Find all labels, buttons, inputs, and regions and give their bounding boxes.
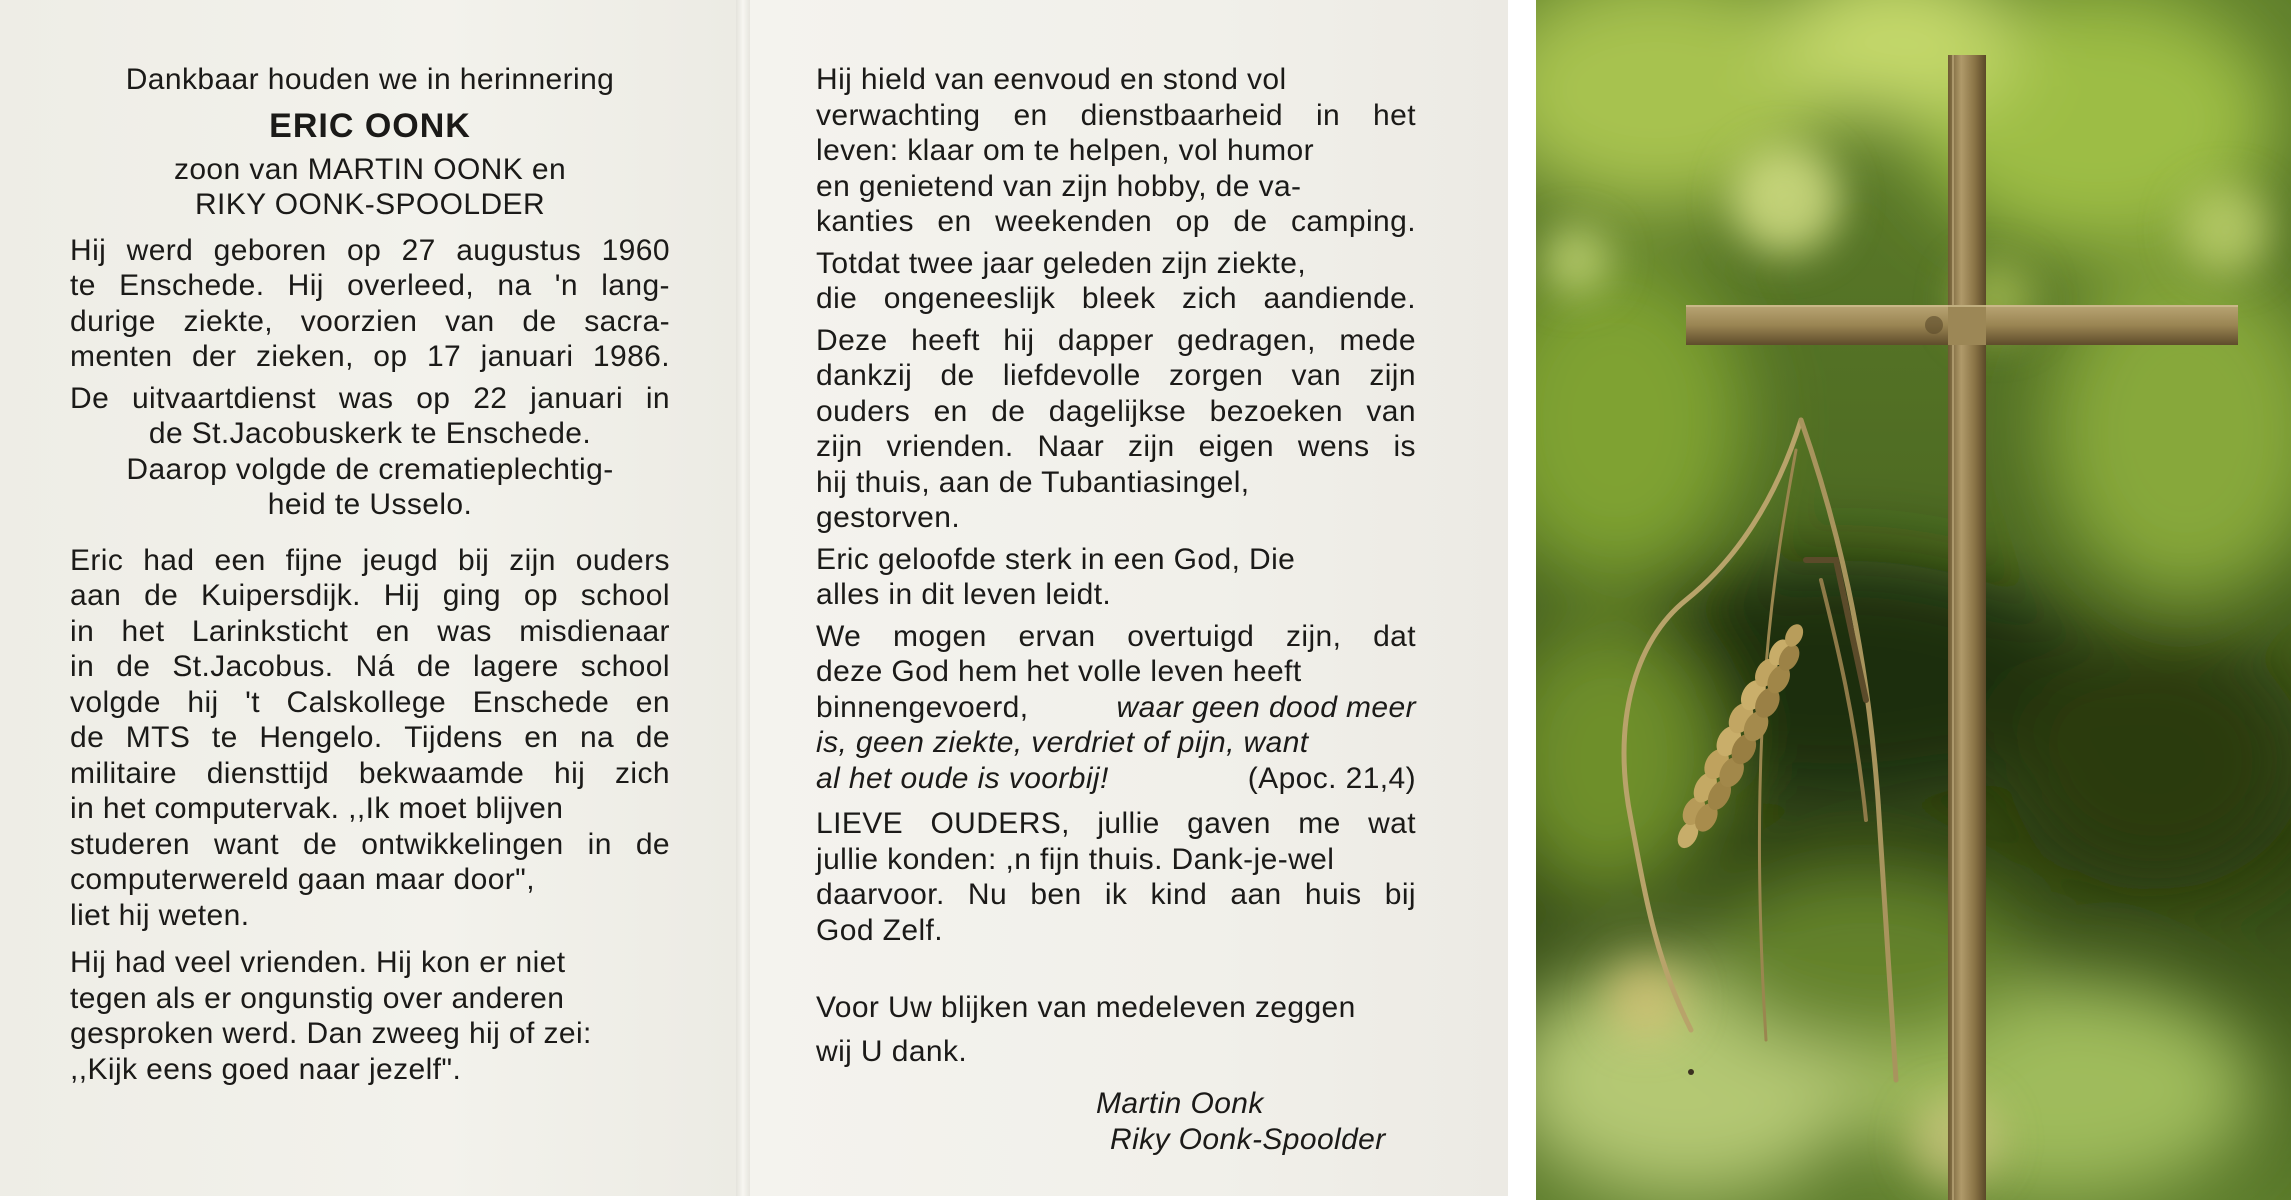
word: mede (1339, 323, 1416, 357)
word: school (580, 650, 670, 683)
word: geboren (213, 233, 327, 267)
word: hij (187, 685, 219, 719)
word: en (524, 721, 559, 754)
word: me (1298, 807, 1341, 840)
word: liefdevolle (1002, 359, 1141, 392)
word: en (937, 205, 972, 238)
word: fijne (285, 543, 343, 577)
text-line: Eric geloofde sterk in een God, Die (816, 542, 1296, 576)
word: vrienden. (886, 430, 1014, 463)
word: op (523, 579, 558, 612)
text-line (816, 98, 1416, 134)
scripture-quote: al het oude is voorbij! (816, 761, 1109, 795)
parents-line-2: RIKY OONK-SPOOLDER (194, 188, 546, 221)
text-line (70, 268, 670, 304)
word: zieken, (255, 340, 354, 373)
scripture-quote: is, geen ziekte, verdriet of pijn, want (816, 726, 1309, 759)
card-fold (736, 0, 750, 1196)
word: studeren (70, 827, 190, 861)
photo-illustration (1536, 0, 2291, 1200)
word: huis (1304, 878, 1362, 911)
word: in (645, 381, 670, 415)
youth-paragraph (70, 543, 670, 934)
word: kind (1150, 878, 1208, 911)
friends-paragraph (70, 945, 670, 1087)
word: zorgen (1169, 359, 1264, 392)
word: augustus (456, 233, 582, 267)
word: Enschede. (119, 269, 265, 302)
word: aandiende. (1263, 282, 1416, 315)
word: eigen (1198, 430, 1274, 463)
faith-paragraph (816, 542, 1416, 613)
text-line: liet hij weten. (70, 898, 250, 932)
scripture-paragraph (816, 619, 1416, 797)
text-line (70, 720, 670, 756)
word: de (303, 827, 338, 861)
word: bekwaamde (358, 756, 525, 790)
text-line: hij thuis, aan de Tubantiasingel, (816, 465, 1250, 499)
word: ontwikkelingen (361, 827, 564, 861)
text-line: gestorven. (816, 501, 961, 534)
word: en (1013, 98, 1048, 132)
word: overleed, (347, 269, 475, 302)
word: sacra- (584, 304, 670, 338)
illness-paragraph (816, 246, 1416, 317)
word: Ná (355, 650, 395, 683)
signature-mother: Riky Oonk-Spoolder (1110, 1122, 1386, 1156)
text-line (70, 233, 670, 269)
word: na (497, 269, 532, 302)
word: Hij (70, 233, 107, 267)
word: OUDERS, (930, 807, 1070, 840)
word: camping. (1291, 205, 1416, 238)
word: de (116, 650, 151, 683)
text-fragment: binnengevoerd, (816, 690, 1029, 724)
text-line: Hij had veel vrienden. Hij kon er niet (70, 946, 566, 979)
word: van (445, 304, 495, 338)
word: lagere (472, 650, 559, 683)
cross-wheat-photo (1536, 0, 2291, 1200)
text-line: alles in dit leven leidt. (816, 578, 1112, 611)
text-line: Totdat twee jaar geleden zijn ziekte, (816, 246, 1307, 280)
signature-father: Martin Oonk (1096, 1087, 1264, 1120)
word: en (933, 394, 968, 428)
word: 't (245, 685, 260, 719)
word: aan (1230, 878, 1282, 911)
word: school (580, 579, 670, 612)
word: januari (530, 381, 624, 415)
text-line (816, 690, 1416, 726)
word: zijn (1128, 430, 1175, 463)
word: ouders (575, 543, 670, 577)
word: dapper (1057, 323, 1154, 357)
word: op (416, 381, 451, 415)
word: wens (1297, 430, 1370, 463)
word: zijn, (1286, 619, 1342, 653)
word: het (1373, 98, 1416, 132)
word: hij (554, 756, 586, 790)
thanks-paragraph (816, 986, 1416, 1074)
word: bleek (1081, 282, 1156, 315)
word: overtuigd (1127, 619, 1255, 653)
word: de (70, 721, 105, 754)
care-paragraph (816, 323, 1416, 536)
word: durige (70, 304, 156, 338)
word: van (1366, 394, 1416, 428)
word: de (1233, 205, 1268, 238)
word: Enschede (472, 685, 610, 719)
word: LIEVE (816, 807, 904, 840)
word: en (375, 614, 410, 648)
text-line (816, 877, 1416, 913)
word: januari (480, 340, 574, 373)
word: dankzij (816, 359, 913, 392)
text-line (816, 806, 1416, 842)
word: MTS (125, 721, 191, 754)
text-line: gesproken werd. Dan zweeg hij of zei: (70, 1017, 592, 1050)
word: zijn (509, 543, 556, 577)
word: mogen (893, 619, 987, 653)
word: Naar (1037, 430, 1105, 463)
word: in (70, 614, 95, 648)
text-line (816, 429, 1416, 465)
word: de (635, 827, 670, 861)
word: volgde (70, 685, 161, 719)
word: op (373, 340, 408, 373)
word: want (213, 827, 279, 861)
funeral-paragraph (70, 381, 670, 523)
word: 'n (554, 269, 578, 302)
word: en (635, 685, 670, 719)
text-line: heid te Usselo. (267, 488, 473, 521)
text-line (70, 578, 670, 614)
text-line (70, 827, 670, 863)
word: menten (70, 340, 173, 373)
word: 22 (473, 381, 508, 415)
intro-line: Dankbaar houden we in herinnering (125, 63, 615, 96)
text-line: ,,Kijk eens goed naar jezelf". (70, 1052, 462, 1086)
word: dienstbaarheid (1080, 98, 1283, 132)
deceased-name: ERIC OONK (269, 106, 471, 145)
word: ouders (816, 394, 911, 428)
word: bij (1384, 878, 1416, 911)
text-line (70, 304, 670, 340)
insect-speck (1688, 1069, 1694, 1075)
text-line: de St.Jacobuskerk te Enschede. (148, 417, 592, 450)
word: de (991, 394, 1026, 428)
word: gedragen, (1177, 323, 1316, 357)
word: is (1393, 430, 1416, 463)
birth-death-paragraph (70, 233, 670, 375)
word: te (70, 269, 96, 302)
word: op (347, 233, 382, 267)
word: jullie (1097, 807, 1160, 840)
text-line (70, 649, 670, 685)
word: Deze (816, 323, 888, 357)
text-line: leven: klaar om te helpen, vol humor (816, 134, 1314, 167)
text-line (70, 614, 670, 650)
text-line: tegen als er ongunstig over anderen (70, 981, 565, 1015)
text-line (70, 381, 670, 417)
word: daarvoor. (816, 878, 945, 911)
parents-message-paragraph (816, 806, 1416, 948)
word: aan (70, 579, 122, 612)
word: de (144, 579, 179, 612)
word: te (211, 721, 238, 754)
word: bij (458, 543, 490, 577)
word: De (70, 381, 110, 415)
text-line: Daarop volgde de crematieplechtig- (126, 452, 614, 486)
word: de (940, 359, 975, 392)
word: in (587, 827, 612, 861)
word: lang- (601, 269, 670, 302)
word: Hij (287, 269, 324, 302)
middle-column-text (816, 62, 1416, 1157)
word: Nu (967, 878, 1008, 911)
word: ziekte, (183, 304, 274, 338)
text-line (816, 761, 1416, 797)
word: die (816, 282, 858, 315)
word: ongeneeslijk (883, 282, 1056, 315)
word: ervan (1018, 619, 1096, 653)
word: St.Jacobus. (172, 650, 334, 683)
word: voorzien (300, 304, 418, 338)
text-line (816, 394, 1416, 430)
text-line (816, 204, 1416, 240)
word: der (191, 340, 237, 373)
word: na (579, 721, 615, 754)
scripture-quote: waar geen dood meer (1116, 690, 1416, 724)
word: ging (442, 579, 502, 612)
text-line: jullie konden: ,n fijn thuis. Dank-je-wel (816, 842, 1335, 876)
signature-block (816, 1086, 1416, 1157)
word: 27 (401, 233, 436, 267)
text-line: en genietend van zijn hobby, de va- (816, 169, 1302, 203)
word: was (437, 614, 492, 648)
text-line (816, 281, 1416, 317)
word: verwachting (816, 98, 981, 132)
word: Calskollege (286, 685, 447, 719)
word: in (1315, 98, 1341, 132)
text-line: Voor Uw blijken van medeleven zeggen (816, 991, 1356, 1024)
word: had (143, 543, 195, 577)
word: misdienaar (519, 614, 670, 648)
word: in (70, 650, 95, 683)
word: Larinksticht (191, 614, 349, 648)
text-line: in het computervak. ,,Ik moet blijven (70, 792, 564, 825)
word: bezoeken (1209, 394, 1343, 428)
text-line (816, 323, 1416, 359)
text-line (70, 543, 670, 579)
word: zijn (816, 430, 863, 463)
word: ik (1104, 878, 1128, 911)
word: jeugd (362, 543, 439, 577)
text-line: Hij hield van eenvoud en stond vol (816, 63, 1287, 96)
word: ben (1030, 878, 1082, 911)
word: Kuipersdijk. (201, 579, 361, 612)
word: de (635, 721, 670, 754)
word: 1960 (601, 233, 670, 267)
word: Tijdens (404, 721, 503, 754)
word: militaire (70, 756, 177, 790)
word: hij (1003, 323, 1035, 357)
text-line (70, 339, 670, 375)
word: van (1291, 359, 1342, 392)
word: heeft (911, 323, 980, 357)
text-line: deze God hem het volle leven heeft (816, 655, 1302, 688)
word: Hij (383, 579, 420, 612)
word: de (416, 650, 451, 683)
word: dat (1373, 619, 1416, 653)
parents-line-1: zoon van MARTIN OONK en (173, 152, 567, 186)
left-column-text (70, 62, 670, 1087)
word: diensttijd (206, 756, 330, 790)
word: Hengelo. (259, 721, 383, 754)
word: zijn (1369, 359, 1416, 392)
word: op (1175, 205, 1210, 238)
text-line (816, 358, 1416, 394)
word: een (214, 543, 266, 577)
text-line: wij U dank. (816, 1035, 968, 1068)
word: gaven (1187, 807, 1271, 840)
character-paragraph (816, 62, 1416, 240)
word: zich (615, 756, 670, 790)
word: 17 (426, 340, 462, 373)
word: uitvaartdienst (131, 381, 317, 415)
word: weekenden (995, 205, 1153, 238)
text-line: God Zelf. (816, 913, 943, 947)
word: dagelijkse (1048, 394, 1187, 428)
text-line (816, 619, 1416, 655)
text-line (70, 685, 670, 721)
word: werd (126, 233, 194, 267)
word: het (121, 614, 165, 648)
word: Eric (70, 543, 124, 577)
word: We (816, 619, 862, 653)
text-line (70, 756, 670, 792)
word: 1986. (592, 340, 670, 373)
word: wat (1368, 807, 1416, 840)
word: zich (1182, 282, 1237, 315)
word: kanties (816, 205, 914, 238)
text-line: computerwereld gaan maar door", (70, 863, 535, 896)
scripture-reference: (Apoc. 21,4) (1247, 761, 1416, 795)
word: was (338, 381, 394, 415)
word: de (522, 304, 557, 338)
